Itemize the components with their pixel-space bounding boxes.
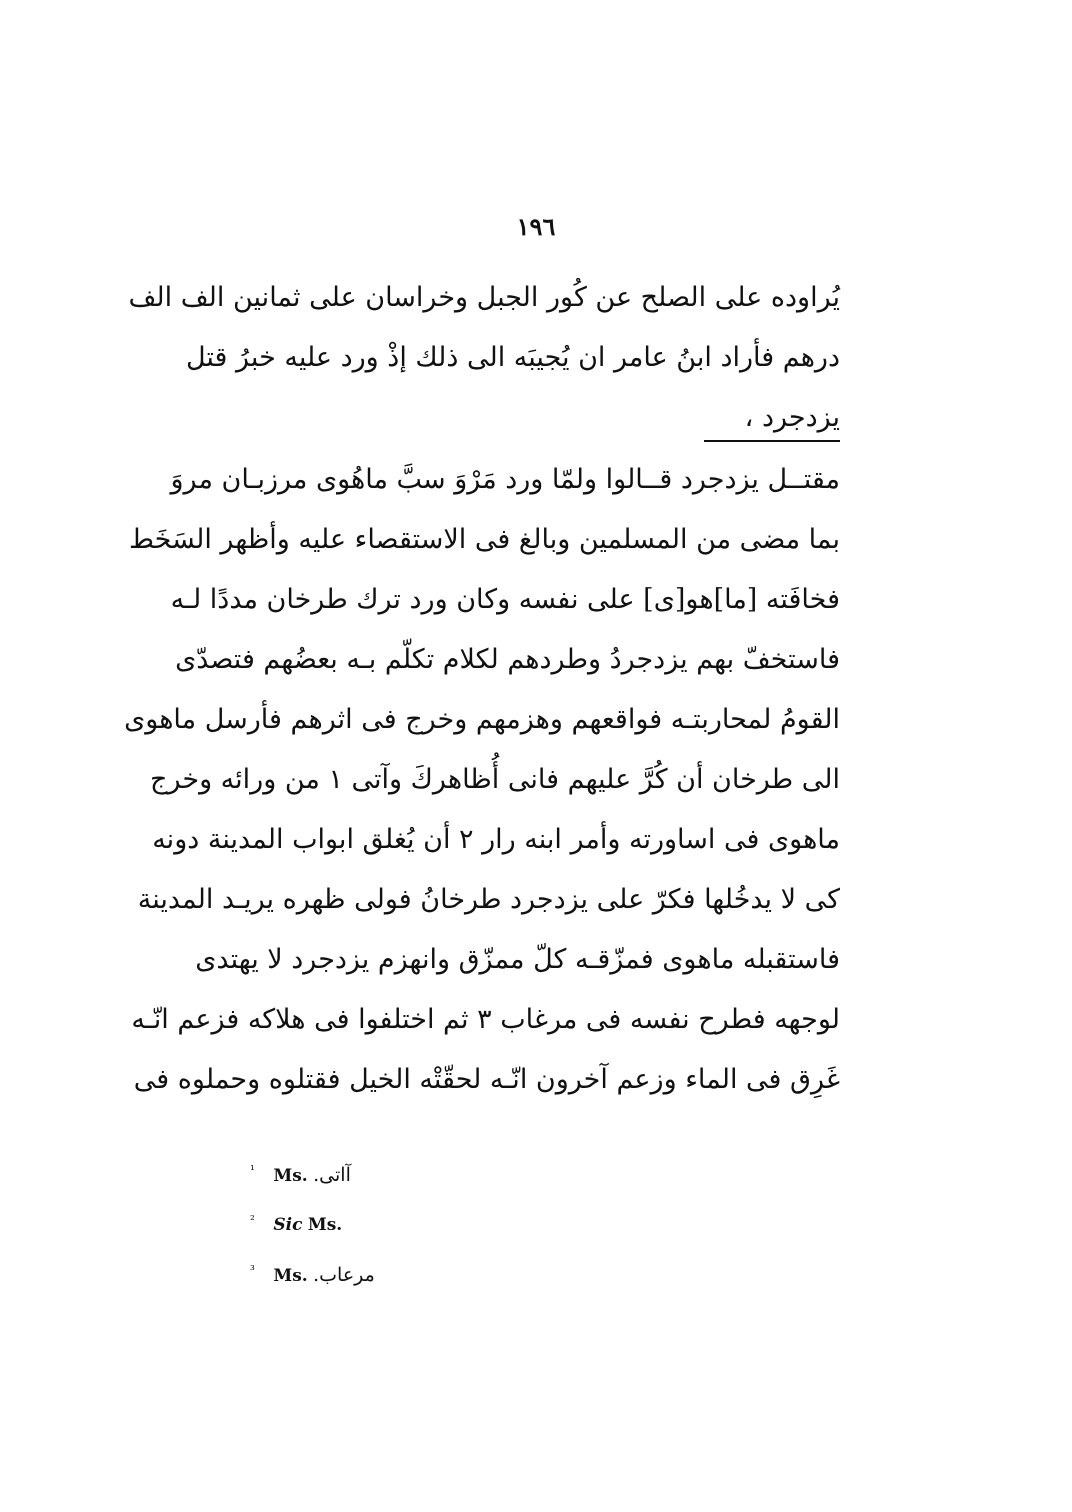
section-divider	[704, 440, 840, 442]
footnote-sic: Sic	[273, 1215, 303, 1235]
text-line: الى طرخان أن كُرَّ عليهم فانى أُظاهركَ وآتى ١ من ورائه وخرج	[150, 764, 840, 795]
text-line: القومُ لمحاربتـه فواقعهم وهزمهم وخرج فى اثرهم فأرسل ماهوى	[124, 704, 840, 735]
footnote-arabic: آاتى.	[313, 1164, 351, 1186]
footnote-marker: ³	[250, 1263, 255, 1277]
text-line: فاستقبله ماهوى فمزّقـه كلّ ممزّق وانهزم يزدجرد لا يهتدى	[195, 944, 840, 975]
footnote-ms: Ms.	[273, 1266, 308, 1286]
footnote-ms: Ms.	[273, 1166, 308, 1186]
text-line: فخافَته [ما]هو[ى] على نفسه وكان ورد ترك طرخان مددًا لـه	[170, 584, 840, 615]
text-line: درهم فأراد ابنُ عامر ان يُجيبَه الى ذلك إذْ ورد عليه خبرُ قتل	[185, 342, 840, 373]
footnote-arabic: مرعاب.	[313, 1264, 375, 1286]
text-line: فاستخفّ بهم يزدجردُ وطردهم لكلام تكلّم بـه بعضُهم فتصدّى	[175, 644, 840, 675]
text-line: مقتــل يزدجرد قــالوا ولمّا ورد مَرْوَ سبَّ ماهُوى مرزبـان مروَ	[170, 464, 840, 495]
footnote-ms: Ms.	[307, 1215, 343, 1235]
footnotes	[250, 1150, 550, 1300]
text-line: يُراوده على الصلح عن كُور الجبل وخراسان على ثمانين الف الف	[128, 282, 840, 313]
text-line: ماهوى فى اساورته وأمر ابنه رار ٢ أن يُغلق ابواب المدينة دونه	[152, 824, 840, 855]
text-line: غَرِق فى الماء وزعم آخرون انّـه لحقّتْه الخيل فقتلوه وحملوه فى	[133, 1064, 840, 1095]
text-line: لوجهه فطرح نفسه فى مرغاب ٣ ثم اختلفوا فى هلاكه فزعم انّـه	[131, 1004, 840, 1035]
footnote-3	[250, 1250, 550, 1300]
footnote-marker: ¹	[250, 1163, 255, 1177]
text-line: يزدجرد ،	[744, 402, 840, 433]
page-number: ١٩٦	[516, 212, 556, 241]
main-paragraph	[124, 450, 840, 1110]
top-paragraph	[128, 268, 840, 448]
footnote-marker: ²	[250, 1213, 255, 1227]
footnote-1	[250, 1150, 550, 1200]
text-line: كى لا يدخُلها فكرّ على يزدجرد طرخانُ فولى ظهره يريـد المدينة	[137, 884, 840, 915]
footnote-2	[250, 1200, 550, 1250]
text-line: بما مضى من المسلمين وبالغ فى الاستقصاء عليه وأظهر السَخَط	[128, 524, 840, 555]
